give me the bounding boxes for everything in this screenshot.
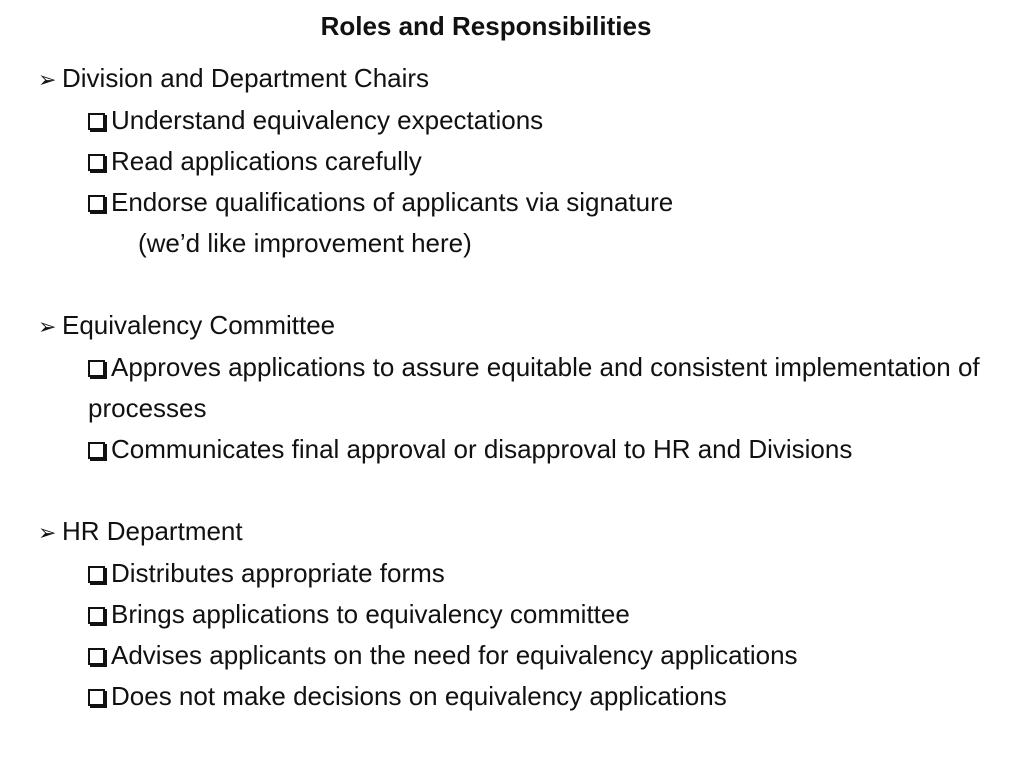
list-item-text: Brings applications to equivalency committee [111, 599, 630, 629]
section-heading-label: HR Department [62, 516, 243, 546]
list-item-text: Endorse qualifications of applicants via signature [111, 187, 674, 217]
section-heading-committee [38, 305, 998, 347]
list-item-text: Understand equivalency expectations [111, 105, 544, 135]
list-item [38, 635, 998, 676]
section-heading-label: Division and Department Chairs [62, 63, 430, 93]
section-heading-label: Equivalency Committee [62, 310, 336, 340]
list-item [38, 347, 998, 429]
checkbox-bullet-icon [88, 442, 105, 459]
checkbox-bullet-icon [88, 648, 105, 665]
list-item [38, 594, 998, 635]
checkbox-bullet-icon [88, 113, 105, 130]
section-spacer [38, 470, 998, 511]
improvement-note: (we’d like improvement here) [138, 228, 472, 258]
list-item [38, 553, 998, 594]
checkbox-bullet-icon [88, 607, 105, 624]
checkbox-bullet-icon [88, 566, 105, 583]
section-spacer [38, 264, 998, 305]
list-item-text: Read applications carefully [111, 146, 422, 176]
list-item-text: Distributes appropriate forms [111, 558, 445, 588]
arrow-bullet-icon: ➢ [38, 67, 57, 92]
list-item [38, 676, 998, 717]
list-item [38, 141, 998, 182]
list-item-text: Advises applicants on the need for equivalency applications [111, 640, 798, 670]
arrow-bullet-icon: ➢ [38, 314, 57, 339]
slide-content [38, 58, 998, 717]
arrow-bullet-icon: ➢ [38, 520, 57, 545]
section-heading-hr [38, 511, 998, 553]
checkbox-bullet-icon [88, 154, 105, 171]
list-item [38, 100, 998, 141]
list-item [38, 429, 998, 470]
checkbox-bullet-icon [88, 360, 105, 377]
checkbox-bullet-icon [88, 689, 105, 706]
list-item [38, 182, 998, 223]
slide-title: Roles and Responsibilities [320, 11, 652, 41]
list-item-text: Does not make decisions on equivalency applications [111, 681, 727, 711]
list-item-text: Approves applications to assure equitable and consistent implementation of processes [88, 352, 980, 423]
section-heading-chairs [38, 58, 998, 100]
checkbox-bullet-icon [88, 195, 105, 212]
list-item-text: Communicates final approval or disapproval to HR and Divisions [111, 434, 853, 464]
